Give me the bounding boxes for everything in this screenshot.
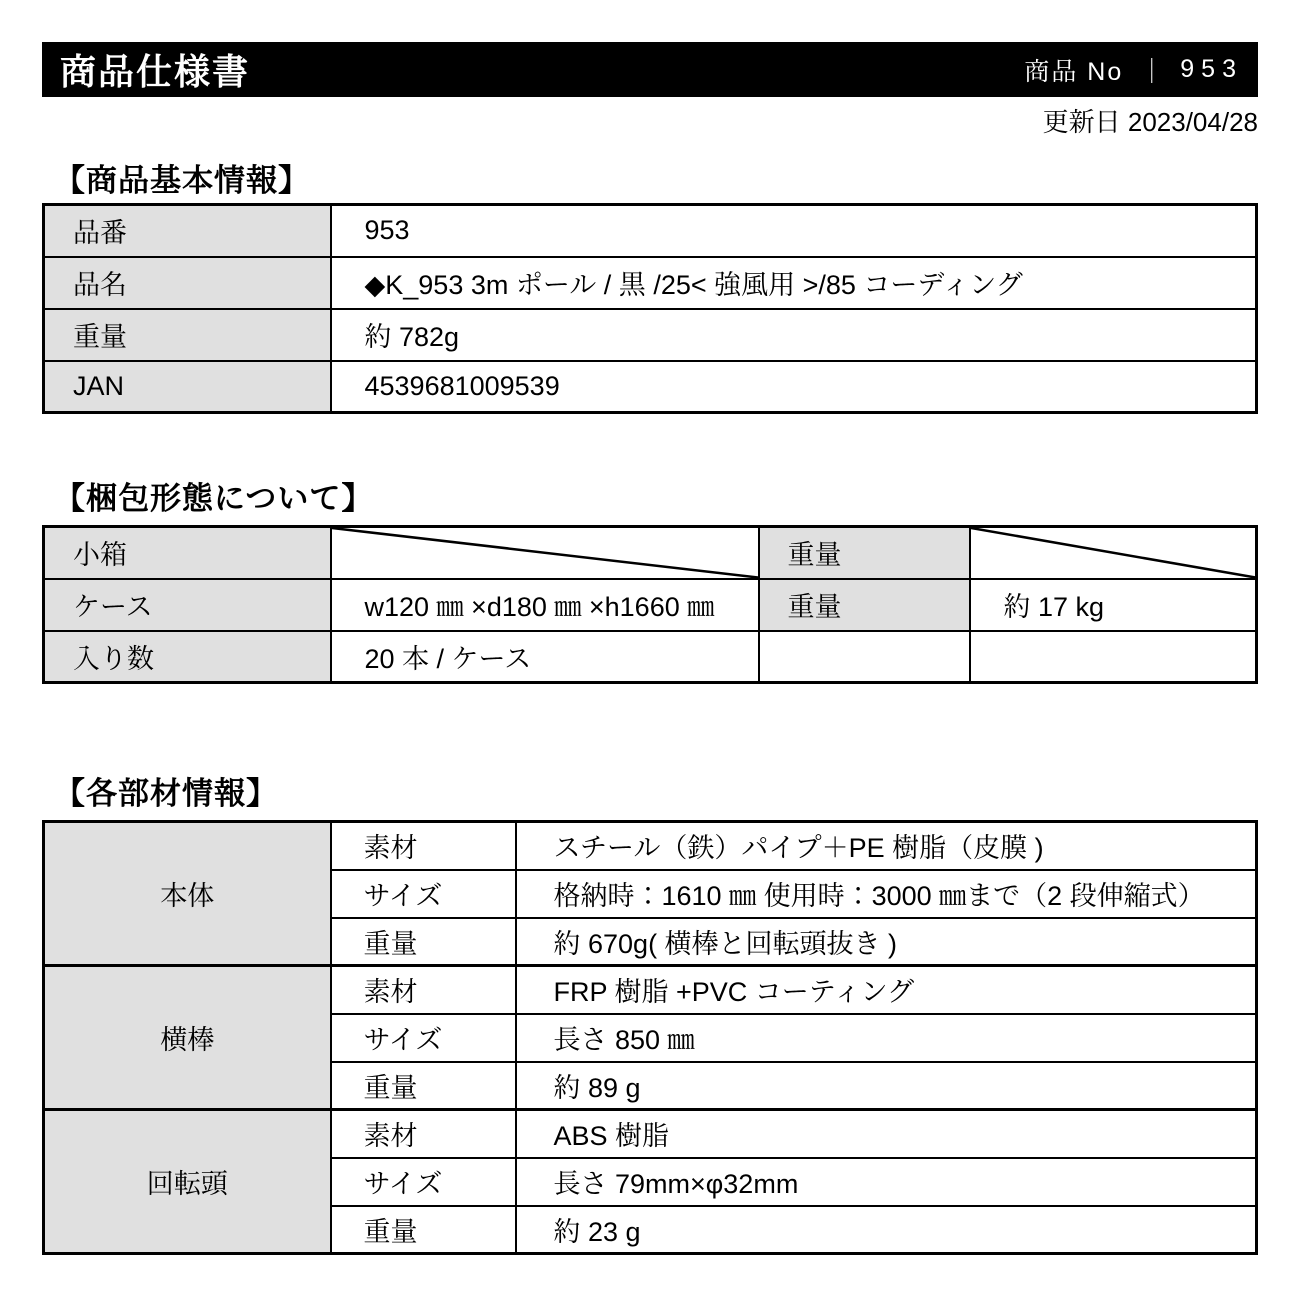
attribute-label: 素材 (331, 1110, 516, 1158)
table-row (44, 527, 1257, 579)
part-name: 本体 (44, 822, 331, 966)
attribute-label: サイズ (331, 870, 516, 918)
row-label: 小箱 (44, 527, 331, 579)
attribute-value: 長さ 850 ㎜ (516, 1014, 1257, 1062)
diagonal-line (971, 528, 1256, 578)
table-row (44, 631, 1257, 683)
row-value: 953 (331, 205, 1257, 257)
attribute-value: 約 23 g (516, 1206, 1257, 1254)
table-row (44, 579, 1257, 631)
attribute-label: 素材 (331, 822, 516, 870)
attribute-value: 格納時：1610 ㎜ 使用時：3000 ㎜まで（2 段伸縮式） (516, 870, 1257, 918)
table-row (44, 1110, 1257, 1158)
row-value: 約 782g (331, 309, 1257, 361)
row-label: 品名 (44, 257, 331, 309)
updated-date: 更新日 2023/04/28 (1042, 107, 1258, 137)
case-weight: 約 17 kg (970, 579, 1257, 631)
crossed-out-cell (970, 527, 1257, 579)
row-label: 入り数 (44, 631, 331, 683)
attribute-label: 重量 (331, 1206, 516, 1254)
attribute-value: 長さ 79mm×φ32mm (516, 1158, 1257, 1206)
attribute-value: FRP 樹脂 +PVC コーティング (516, 966, 1257, 1014)
attribute-label: 素材 (331, 966, 516, 1014)
row-label: 品番 (44, 205, 331, 257)
diagonal-line (332, 528, 758, 578)
row-value: 4539681009539 (331, 361, 1257, 413)
empty-cell (970, 631, 1257, 683)
table-row (44, 361, 1257, 413)
case-dimensions: w120 ㎜ ×d180 ㎜ ×h1660 ㎜ (331, 579, 759, 631)
attribute-value: ABS 樹脂 (516, 1110, 1257, 1158)
attribute-value: 約 89 g (516, 1062, 1257, 1110)
product-no-badge (1024, 52, 1243, 88)
part-name: 横棒 (44, 966, 331, 1110)
basic-info-table (42, 203, 1258, 414)
section-heading-basic-info: 【商品基本情報】 (54, 163, 310, 198)
table-row (44, 309, 1257, 361)
section-heading-packaging: 【梱包形態について】 (54, 481, 374, 516)
attribute-label: サイズ (331, 1158, 516, 1206)
attribute-value: スチール（鉄）パイプ＋PE 樹脂（皮膜 ) (516, 822, 1257, 870)
page-title: 商品仕様書 (60, 51, 251, 92)
parts-info-table (42, 820, 1258, 1255)
product-no-label: 商品 No (1024, 57, 1124, 86)
attribute-label: サイズ (331, 1014, 516, 1062)
attribute-label: 重量 (331, 1062, 516, 1110)
row-label: 重量 (759, 527, 970, 579)
packaging-table (42, 525, 1258, 684)
attribute-label: 重量 (331, 918, 516, 966)
table-row (44, 966, 1257, 1014)
crossed-out-cell (331, 527, 759, 579)
row-label: 重量 (759, 579, 970, 631)
row-label: 重量 (44, 309, 331, 361)
quantity-per-case: 20 本 / ケース (331, 631, 759, 683)
attribute-value: 約 670g( 横棒と回転頭抜き ) (516, 918, 1257, 966)
separator-bar: ｜ (1139, 57, 1165, 86)
row-label: JAN (44, 361, 331, 413)
section-heading-parts-info: 【各部材情報】 (54, 776, 278, 811)
empty-cell (759, 631, 970, 683)
row-value: ◆K_953 3m ポール / 黒 /25< 強風用 >/85 コーディング (331, 257, 1257, 309)
table-row (44, 822, 1257, 870)
table-row (44, 205, 1257, 257)
table-row (44, 257, 1257, 309)
part-name: 回転頭 (44, 1110, 331, 1254)
product-no-value: 953 (1180, 55, 1243, 83)
row-label: ケース (44, 579, 331, 631)
header-bar (42, 42, 1258, 97)
